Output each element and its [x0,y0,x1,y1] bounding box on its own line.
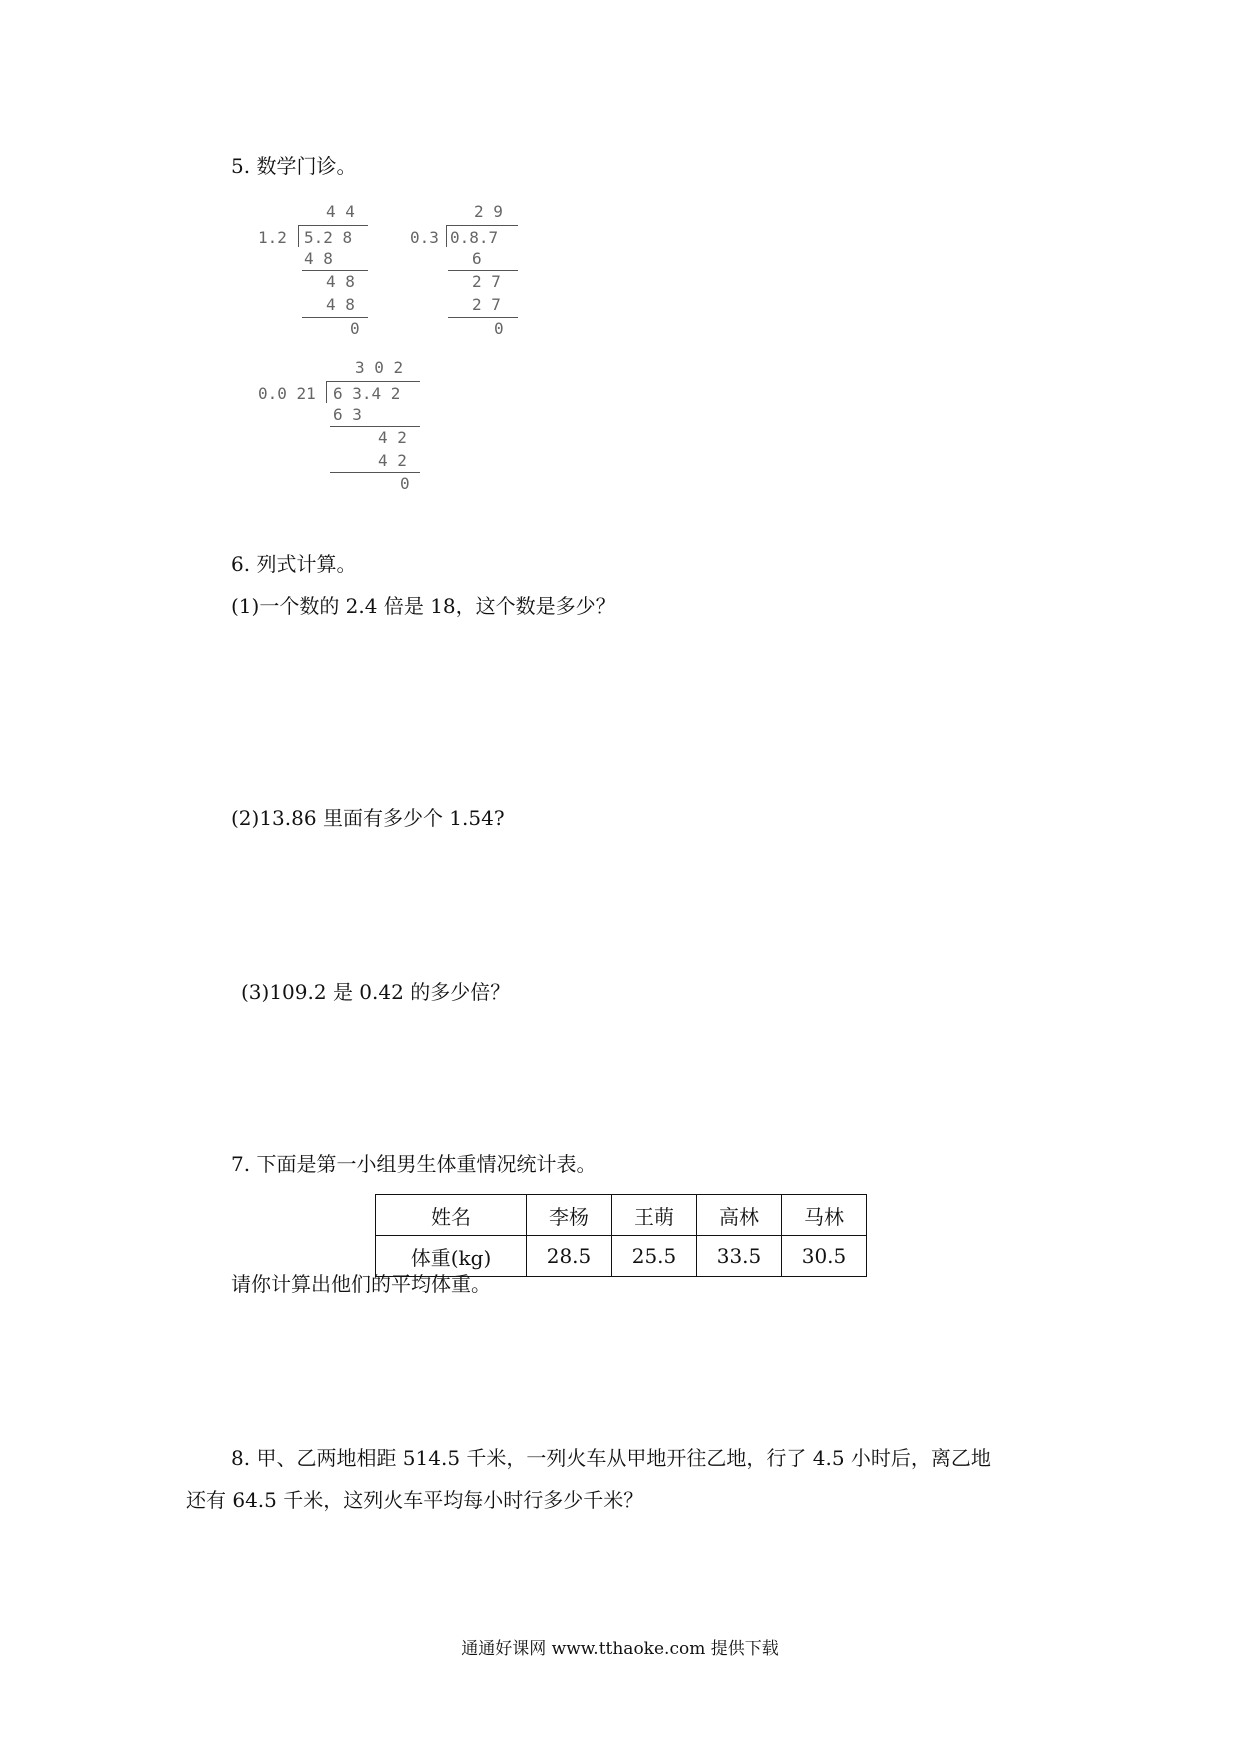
d1-bracket-side [298,225,299,247]
d3-remainder: 0 [400,474,410,493]
d3-bracket-side [326,381,327,403]
d2-divisor: 0.3 [410,228,439,247]
d2-bracket-side [446,225,447,247]
q6-part2: (2)13.86 里面有多少个 1.54? [231,806,505,830]
d3-line2 [330,472,420,473]
weight-table [375,1194,867,1277]
d1-step2: 4 8 [326,272,355,291]
d3-step2: 4 2 [378,428,407,447]
q5-title: 5. 数学门诊。 [231,154,357,178]
table-cell: 33.5 [697,1236,782,1277]
table-cell: 马林 [782,1195,867,1236]
d1-step1: 4 8 [304,249,333,268]
d3-quotient: 3 0 2 [355,358,404,377]
d1-remainder: 0 [350,319,360,338]
d1-divisor: 1.2 [258,228,287,247]
d2-step3: 2 7 [472,295,501,314]
d2-line2 [448,317,518,318]
q6-title: 6. 列式计算。 [231,552,357,576]
d2-dividend: 0.8.7 [450,228,499,247]
q8-line2: 还有 64.5 千米，这列火车平均每小时行多少千米？ [186,1488,644,1512]
d1-line1 [302,270,368,271]
q6-part3: (3)109.2 是 0.42 的多少倍？ [241,980,511,1004]
table-cell: 王萌 [612,1195,697,1236]
table-row [376,1236,867,1277]
q7-title: 7. 下面是第一小组男生体重情况统计表。 [231,1152,597,1176]
q6-part1: (1)一个数的 2.4 倍是 18，这个数是多少？ [231,594,616,618]
q7-prompt: 请你计算出他们的平均体重。 [231,1272,491,1296]
d2-step2: 2 7 [472,272,501,291]
d1-bracket-line [298,225,368,226]
table-cell: 25.5 [612,1236,697,1277]
d2-quotient: 2 9 [474,202,503,221]
d3-line1 [330,426,420,427]
table-row [376,1195,867,1236]
d3-step1: 6 3 [333,405,362,424]
d1-step3: 4 8 [326,295,355,314]
d2-line1 [448,270,518,271]
d1-quotient: 4 4 [326,202,355,221]
d2-remainder: 0 [494,319,504,338]
d1-line2 [302,317,368,318]
table-header-weight: 体重(kg) [376,1236,527,1277]
d3-dividend: 6 3.4 2 [333,384,401,403]
d1-dividend: 5.2 8 [304,228,353,247]
table-cell: 李杨 [527,1195,612,1236]
q8-line1: 8. 甲、乙两地相距 514.5 千米，一列火车从甲地开往乙地，行了 4.5 小时后，离乙地 [231,1446,991,1470]
d3-bracket-line [326,381,420,382]
d2-step1: 6 [472,249,482,268]
table-cell: 高林 [697,1195,782,1236]
d3-divisor: 0.0 21 [258,384,316,403]
footer-credit: 通通好课网 www.tthaoke.com 提供下载 [461,1639,779,1659]
d2-bracket-line [446,225,518,226]
d3-step3: 4 2 [378,451,407,470]
table-cell: 30.5 [782,1236,867,1277]
table-cell: 28.5 [527,1236,612,1277]
table-header-name: 姓名 [376,1195,527,1236]
